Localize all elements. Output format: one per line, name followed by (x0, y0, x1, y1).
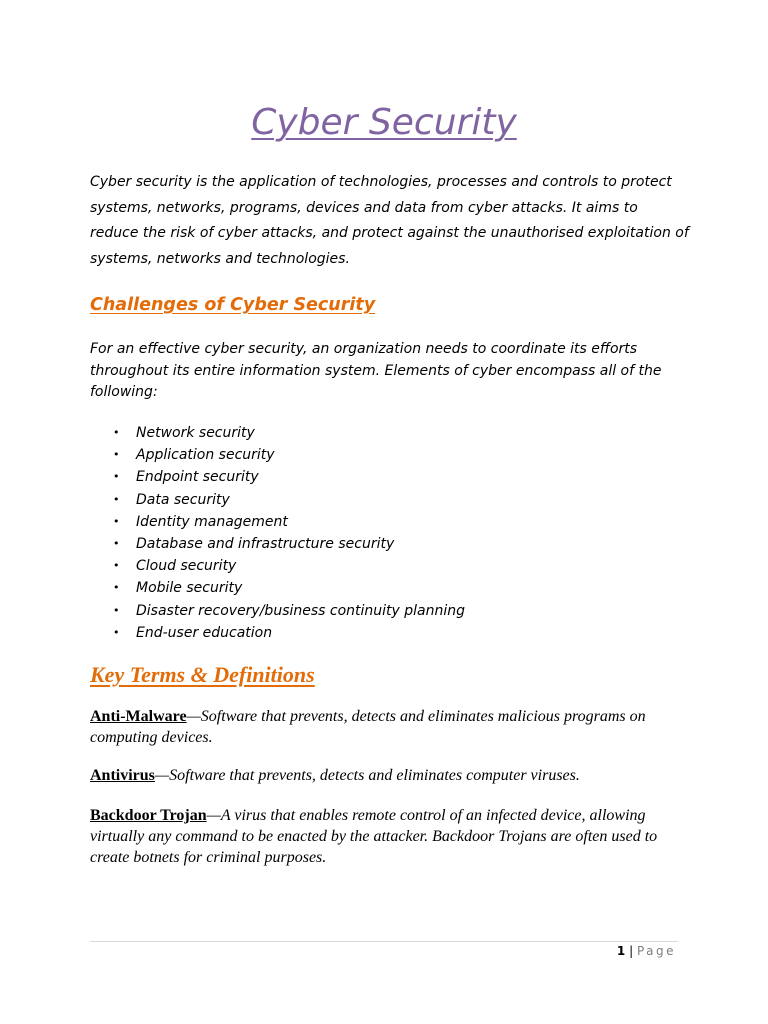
challenges-heading: Challenges of Cyber Security (90, 295, 376, 315)
list-item-text: Data security (136, 491, 230, 508)
bullet-icon: • (113, 492, 120, 506)
bullet-icon: • (113, 426, 120, 439)
list-item-text: Network security (136, 425, 255, 441)
list-item (90, 600, 650, 622)
bullet-icon: • (113, 625, 120, 639)
bullet-icon: • (113, 514, 120, 528)
list-item-text: End-user education (136, 624, 273, 641)
list-item (90, 555, 650, 577)
page-number-value: 1 (616, 944, 626, 958)
term-definition: —Software that prevents, detects and eliminates computer viruses. (154, 767, 580, 784)
list-item (90, 622, 650, 644)
list-item-text: Disaster recovery/business continuity planning (136, 602, 466, 619)
definitions-heading: Key Terms & Definitions (90, 662, 315, 687)
term-name: Antivirus (90, 767, 155, 784)
list-item-text: Endpoint security (136, 469, 259, 486)
page-title (0, 98, 768, 148)
page-number-separator: | (629, 944, 634, 958)
bullet-icon: • (113, 581, 120, 595)
term-name: Backdoor Trojan (90, 807, 207, 824)
definition-anti-malware (90, 706, 690, 748)
list-item-text: Identity management (136, 513, 288, 530)
bullet-icon: • (113, 536, 120, 550)
definition-antivirus (90, 765, 690, 786)
list-item-text: Database and infrastructure security (136, 535, 395, 552)
list-item-text: Mobile security (136, 580, 243, 597)
list-item (90, 533, 650, 555)
list-item (90, 422, 650, 444)
list-item-text: Cloud security (136, 558, 237, 575)
list-item (90, 489, 650, 511)
page-number (617, 942, 676, 960)
definition-backdoor-trojan (90, 805, 690, 868)
list-item (90, 444, 650, 466)
term-name: Anti-Malware (90, 708, 187, 725)
page-label: Page (636, 944, 676, 958)
bullet-icon: • (113, 470, 120, 484)
intro-paragraph: Cyber security is the application of technologies, processes and controls to protect systems, networks, programs, devices and data from cyber attacks. It aims to reduce the risk of cyber attacks, and protect against the unauthorised exploitation of systems, networks and technologies. (90, 174, 689, 267)
footer-divider (90, 941, 678, 942)
security-elements-list (90, 422, 650, 644)
list-item-text: Application security (136, 447, 275, 464)
list-item (90, 511, 650, 533)
list-item (90, 466, 650, 488)
bullet-icon: • (113, 559, 120, 573)
term-definition: —A virus that enables remote control of an infected device, allowing virtually any command to be enacted by the attacker. Backdoor Trojans are often used to create botnets for criminal purposes. (90, 807, 658, 866)
challenges-intro-paragraph: For an effective cyber security, an organization needs to coordinate its efforts throughout its entire information system. Elements of cyber encompass all of the following: (90, 341, 662, 400)
bullet-icon: • (113, 603, 120, 617)
page-title-text: Cyber Security (251, 102, 517, 143)
list-item (90, 577, 650, 599)
term-definition: —Software that prevents, detects and eliminates malicious programs on computing devices. (90, 708, 646, 746)
bullet-icon: • (113, 448, 120, 462)
